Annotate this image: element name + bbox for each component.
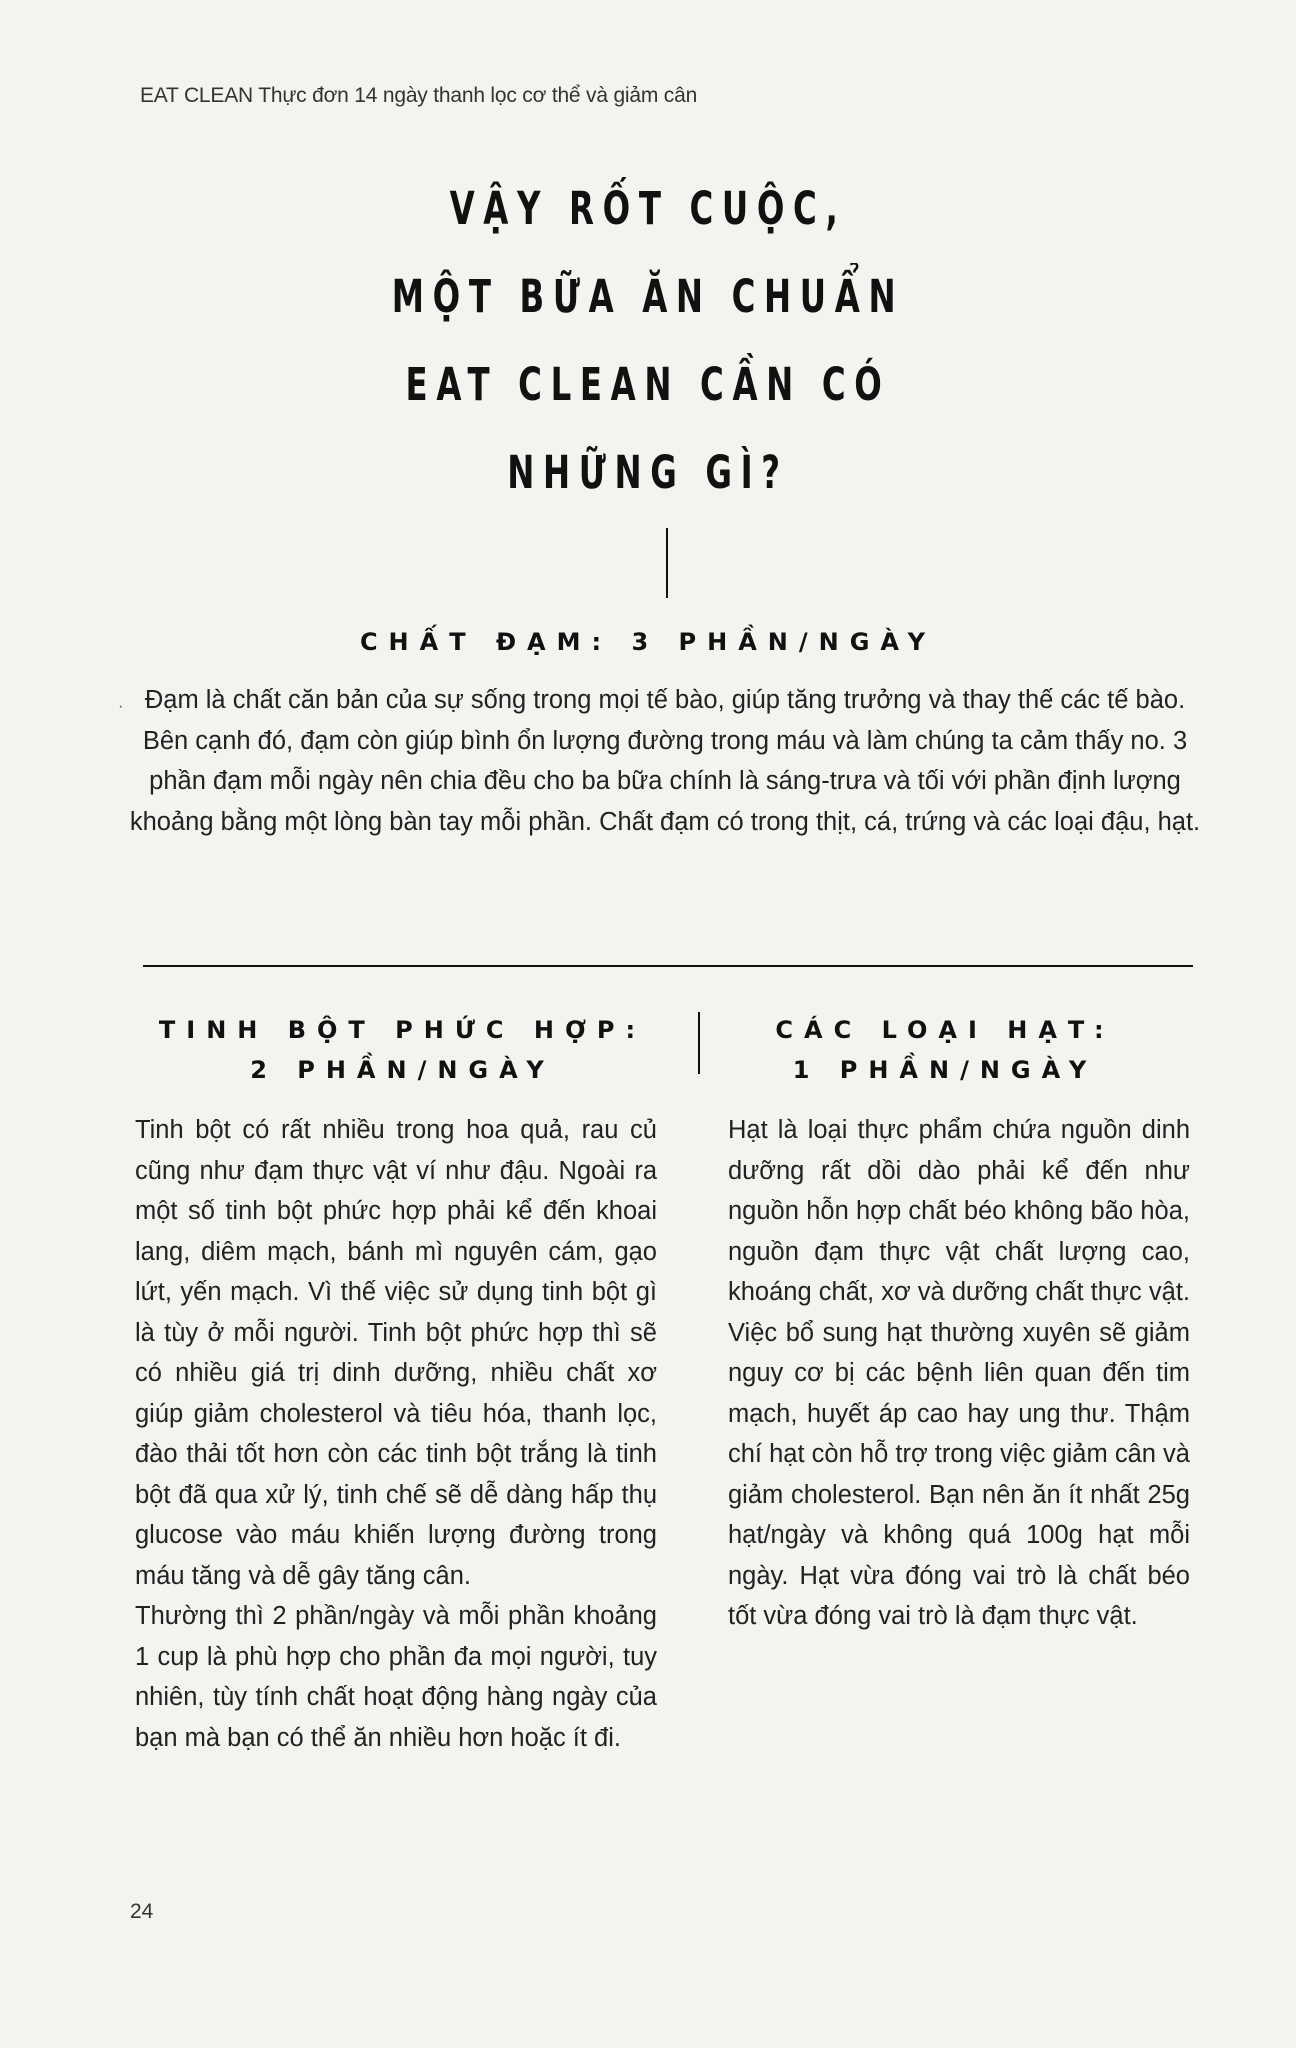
nuts-heading-line2: 1 PHẦN/NGÀY (792, 1056, 1098, 1084)
nuts-body (728, 1110, 1190, 1637)
title-line-3: EAT CLEAN CẦN CÓ (405, 358, 891, 411)
page-number: 24 (130, 1900, 154, 1923)
column-separator (698, 1012, 700, 1074)
carbs-heading-line2: 2 PHẦN/NGÀY (250, 1056, 555, 1084)
carbs-paragraph-2: Thường thì 2 phần/ngày và mỗi phần khoảng 1 cup là phù hợp cho phần đa mọi người, tuy nhiên, tùy tính chất hoạt động hàng ngày của bạn mà bạn có thể ăn nhiều hơn hoặc ít đi. (135, 1602, 657, 1752)
page-title (0, 165, 1296, 517)
protein-paragraph: Đạm là chất căn bản của sự sống trong mọi tế bào, giúp tăng trưởng và thay thế các tế bào. Bên cạnh đó, đạm còn giúp bình ổn lượng đường trong máu và làm chúng ta cảm thấy no. 3 phần đạm mỗi ngày nên chia đều cho ba bữa chính là sáng-trưa và tối với phần định lượng khoảng bằng một lòng bàn tay mỗi phần. Chất đạm có trong thịt, cá, trứng và các loại đậu, hạt. (129, 686, 1201, 836)
title-vertical-rule (666, 528, 668, 598)
carbs-heading-line1: TINH BỘT PHỨC HỢP: (158, 1016, 647, 1044)
title-line-2: MỘT BỮA ĂN CHUẨN (391, 270, 905, 323)
section-divider (143, 965, 1193, 967)
title-line-4: NHỮNG GÌ? (507, 446, 789, 499)
nuts-heading-line1: CÁC LOẠI HẠT: (775, 1016, 1115, 1044)
bullet-mark: · (118, 698, 124, 715)
protein-heading: CHẤT ĐẠM: 3 PHẦN/NGÀY (359, 628, 937, 656)
carbs-body (135, 1110, 657, 1758)
nuts-paragraph: Hạt là loại thực phẩm chứa nguồn dinh dưỡng rất dồi dào phải kể đến như nguồn hỗn hợp chất béo không bão hòa, nguồn đạm thực vật chất lượng cao, khoáng chất, xơ và dưỡng chất thực vật. Việc bổ sung hạt thường xuyên sẽ giảm nguy cơ bị các bệnh liên quan đến tim mạch, huyết áp cao hay ung thư. Thậm chí hạt còn hỗ trợ trong việc giảm cân và giảm cholesterol. Bạn nên ăn ít nhất 25g hạt/ngày và không quá 100g hạt mỗi ngày. Hạt vừa đóng vai trò là chất béo tốt vừa đóng vai trò là đạm thực vật. (728, 1116, 1190, 1630)
carbs-paragraph-1: Tinh bột có rất nhiều trong hoa quả, rau củ cũng như đạm thực vật ví như đậu. Ngoài ra một số tinh bột phức hợp phải kể đến khoai lang, diêm mạch, bánh mì nguyên cám, gạo lứt, yến mạch. Vì thế việc sử dụng tinh bột gì là tùy ở mỗi người. Tinh bột phức hợp thì sẽ có nhiều giá trị dinh dưỡng, nhiều chất xơ giúp giảm cholesterol và tiêu hóa, thanh lọc, đào thải tốt hơn còn các tinh bột trắng là tinh bột đã qua xử lý, tinh chế sẽ dễ dàng hấp thụ glucose vào máu khiến lượng đường trong máu tăng và dễ gây tăng cân. (135, 1116, 657, 1590)
carbs-heading (130, 1010, 675, 1090)
running-header: EAT CLEAN Thực đơn 14 ngày thanh lọc cơ thể và giảm cân (140, 84, 698, 107)
title-line-1: VẬY RỐT CUỘC, (449, 182, 847, 235)
nuts-heading (720, 1010, 1170, 1090)
